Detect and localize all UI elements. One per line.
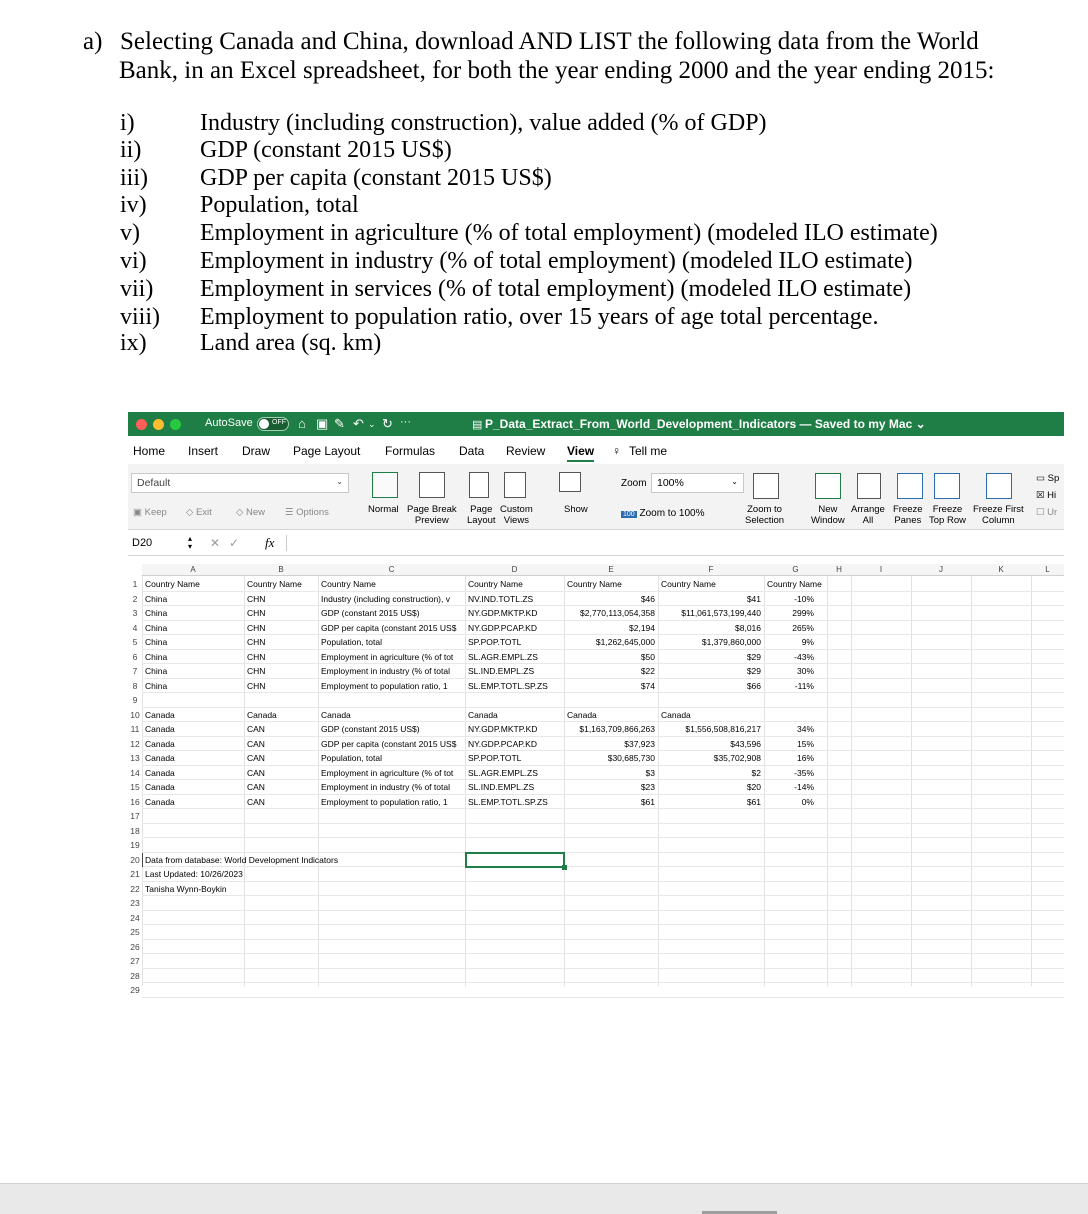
row-header[interactable]: 25 — [130, 927, 140, 937]
tab-formulas[interactable]: Formulas — [385, 444, 436, 458]
cell-g15[interactable]: -14% — [794, 782, 814, 792]
sheet-view-select[interactable] — [131, 473, 349, 493]
cell-f4[interactable]: $8,016 — [735, 622, 761, 633]
close-window-button[interactable] — [136, 419, 147, 430]
cell-b7[interactable]: CHN — [247, 666, 266, 676]
cell-e13[interactable]: $30,685,730 — [607, 753, 655, 763]
exit-label: Exit — [195, 507, 212, 518]
row-header[interactable]: 10 — [130, 709, 140, 720]
new-view-button[interactable] — [236, 507, 265, 518]
cell-f16[interactable]: $61 — [746, 796, 761, 807]
table-row — [142, 795, 1064, 810]
cell-a8[interactable]: China — [145, 680, 168, 691]
cell-f15[interactable]: $20 — [746, 782, 761, 792]
cell-e2[interactable]: $46 — [640, 593, 655, 604]
cell-d1[interactable]: Country Name — [468, 579, 523, 589]
row-header[interactable]: 27 — [130, 956, 140, 966]
freeze-first-column-label: Freeze First Column — [973, 504, 1024, 526]
cell-c2[interactable]: Industry (including construction), v — [321, 593, 450, 604]
cell-b12[interactable]: CAN — [247, 738, 265, 749]
row-header[interactable]: 22 — [130, 883, 140, 894]
item-text: Land area (sq. km) — [200, 330, 382, 356]
autosave-label: AutoSave — [205, 417, 253, 429]
table-row — [142, 925, 1064, 940]
page-break-label: Page Break Preview — [407, 504, 457, 526]
zoom-selection-icon[interactable] — [753, 473, 779, 499]
cell-d6[interactable]: SL.AGR.EMPL.ZS — [468, 651, 538, 662]
table-row — [142, 766, 1064, 781]
cell-e16[interactable]: $61 — [640, 796, 655, 807]
item-text: Industry (including construction), value added (% of GDP) — [200, 110, 767, 136]
cell-c13[interactable]: Population, total — [321, 753, 382, 763]
cell-e12[interactable]: $37,923 — [624, 738, 655, 749]
cell-d5[interactable]: SP.POP.TOTL — [468, 637, 522, 647]
cell-f1[interactable]: Country Name — [661, 579, 716, 589]
options-label: Options — [296, 507, 329, 518]
normal-view-icon[interactable] — [372, 472, 398, 498]
row-header[interactable]: 24 — [130, 912, 140, 923]
cell-g4[interactable]: 265% — [792, 622, 814, 633]
keep-button[interactable] — [133, 507, 167, 518]
cell-g5[interactable]: 9% — [801, 637, 814, 647]
autosave-state: OFF — [272, 419, 286, 426]
table-row — [142, 896, 1064, 911]
cell-e14[interactable]: $3 — [645, 767, 655, 778]
cell-c10[interactable]: Canada — [321, 709, 351, 720]
row-header[interactable]: 26 — [130, 941, 140, 952]
cell-b13[interactable]: CAN — [247, 753, 265, 763]
confirm-icon[interactable]: ✓ — [229, 536, 240, 550]
hide-label: Hi — [1047, 490, 1057, 501]
cell-a13[interactable]: Canada — [145, 753, 175, 763]
freeze-panes-label: Freeze Panes — [893, 504, 923, 526]
cell-f14[interactable]: $2 — [751, 767, 761, 778]
row-header[interactable]: 19 — [130, 840, 140, 850]
active-cell-d20[interactable] — [465, 852, 565, 868]
more-icon[interactable]: ··· — [400, 416, 411, 428]
cell-g8[interactable]: -11% — [794, 680, 814, 691]
arrange-all-icon[interactable] — [857, 473, 881, 499]
cell-a10[interactable]: Canada — [145, 709, 175, 720]
freeze-first-column-icon[interactable] — [986, 473, 1012, 499]
item-text: Employment in industry (% of total employment) (modeled ILO estimate) — [200, 248, 913, 274]
question-label: a) — [83, 28, 103, 55]
table-row — [142, 635, 1064, 650]
freeze-top-row-icon[interactable] — [934, 473, 960, 499]
zoom-select[interactable] — [651, 473, 744, 493]
freeze-top-row-label: Freeze Top Row — [929, 504, 966, 526]
item-text: Population, total — [200, 192, 359, 218]
table-row — [142, 693, 1064, 708]
tab-view[interactable]: View — [567, 444, 594, 462]
page-layout-icon[interactable] — [469, 472, 489, 498]
cancel-icon[interactable]: ✕ — [210, 536, 221, 550]
formula-bar — [128, 532, 1064, 556]
table-row — [142, 969, 1064, 984]
column-header-l[interactable]: L — [1031, 564, 1064, 576]
column-header-a[interactable]: A — [142, 564, 244, 576]
keep-label: Keep — [144, 507, 167, 518]
menu-bar — [128, 436, 1064, 464]
item-text: GDP per capita (constant 2015 US$) — [200, 165, 552, 191]
cell-e5[interactable]: $1,262,645,000 — [595, 637, 655, 647]
table-row — [142, 650, 1064, 665]
lightbulb-icon: ♀ — [612, 444, 621, 458]
column-header-i[interactable]: I — [851, 564, 911, 576]
function-icon[interactable]: fx — [265, 535, 275, 550]
unhide-icon: ☐ — [1036, 507, 1045, 518]
cell-c15[interactable]: Employment in industry (% of total — [321, 782, 450, 792]
cell-b15[interactable]: CAN — [247, 782, 265, 792]
cell-c1[interactable]: Country Name — [321, 579, 376, 589]
table-row — [142, 577, 1064, 592]
table-row — [142, 708, 1064, 723]
cell-a12[interactable]: Canada — [145, 738, 175, 749]
cell-c11[interactable]: GDP (constant 2015 US$) — [321, 724, 420, 734]
column-header-h[interactable]: H — [827, 564, 851, 576]
undo-dropdown-icon[interactable]: ⌄ — [368, 419, 376, 429]
cell-c3[interactable]: GDP (constant 2015 US$) — [321, 608, 420, 618]
table-row — [142, 722, 1064, 737]
item-text: Employment in agriculture (% of total employment) (modeled ILO estimate) — [200, 220, 938, 246]
row-header[interactable]: 6 — [132, 651, 138, 662]
view-ribbon — [128, 464, 1064, 530]
cell-g2[interactable]: -10% — [794, 593, 814, 604]
cell-a20[interactable]: Data from database: World Development Indicators — [145, 854, 339, 865]
column-header-j[interactable]: J — [911, 564, 971, 576]
document-icon: ▤ — [472, 419, 483, 431]
zoom-to-100-button[interactable] — [621, 508, 705, 520]
exit-icon: ◇ — [186, 507, 194, 518]
cell-c12[interactable]: GDP per capita (constant 2015 US$ — [321, 738, 457, 749]
column-header-c[interactable]: C — [318, 564, 465, 576]
tab-page-layout[interactable]: Page Layout — [293, 444, 361, 458]
table-row — [142, 983, 1064, 998]
cell-a7[interactable]: China — [145, 666, 168, 676]
cell-a14[interactable]: Canada — [145, 767, 175, 778]
item-text: GDP (constant 2015 US$) — [200, 137, 452, 163]
row-header[interactable]: 21 — [130, 869, 140, 879]
row-header[interactable]: 23 — [130, 898, 140, 908]
table-row — [142, 592, 1064, 607]
item-number: i) — [120, 110, 135, 136]
cell-g11[interactable]: 34% — [796, 724, 814, 734]
cell-e4[interactable]: $2,194 — [629, 622, 655, 633]
cell-e15[interactable]: $23 — [640, 782, 655, 792]
table-row — [142, 867, 1064, 882]
cell-a15[interactable]: Canada — [145, 782, 175, 792]
name-box-stepper-icon[interactable]: ▴ ▾ — [188, 534, 193, 551]
cell-g12[interactable]: 15% — [796, 738, 814, 749]
show-label: Show — [564, 504, 588, 515]
new-window-label: New Window — [811, 504, 845, 526]
cell-d4[interactable]: NY.GDP.PCAP.KD — [468, 622, 537, 633]
item-number: iv) — [120, 192, 147, 218]
row-header[interactable]: 18 — [130, 825, 140, 836]
cell-d11[interactable]: NY.GDP.MKTP.KD — [468, 724, 538, 734]
table-row — [142, 882, 1064, 897]
cell-a1[interactable]: Country Name — [145, 579, 200, 589]
cell-f5[interactable]: $1,379,860,000 — [701, 637, 761, 647]
chevron-down-icon: ⌄ — [336, 477, 343, 486]
page-break-icon[interactable] — [419, 472, 445, 498]
row-header[interactable]: 3 — [132, 608, 138, 618]
cell-b10[interactable]: Canada — [247, 709, 277, 720]
table-row — [142, 809, 1064, 824]
unhide-button[interactable] — [1036, 507, 1057, 518]
cell-b2[interactable]: CHN — [247, 593, 266, 604]
cell-d7[interactable]: SL.IND.EMPL.ZS — [468, 666, 535, 676]
row-header[interactable]: 15 — [130, 782, 140, 792]
cell-c8[interactable]: Employment to population ratio, 1 — [321, 680, 448, 691]
cell-g7[interactable]: 30% — [796, 666, 814, 676]
show-icon[interactable] — [559, 472, 581, 492]
cell-c14[interactable]: Employment in agriculture (% of tot — [321, 767, 454, 778]
maximize-window-button[interactable] — [170, 419, 181, 430]
row-header[interactable]: 13 — [130, 753, 140, 763]
new-window-icon[interactable] — [815, 473, 841, 499]
split-button[interactable] — [1036, 473, 1059, 484]
cell-d14[interactable]: SL.AGR.EMPL.ZS — [468, 767, 538, 778]
zoom-selection-label: Zoom to Selection — [745, 504, 785, 526]
normal-view-label: Normal — [368, 504, 399, 515]
table-row — [142, 838, 1064, 853]
cell-a5[interactable]: China — [145, 637, 168, 647]
table-row — [142, 606, 1064, 621]
cell-f12[interactable]: $43,596 — [730, 738, 761, 749]
zoom-to-100-label: Zoom to 100% — [639, 508, 705, 519]
cell-e8[interactable]: $74 — [640, 680, 655, 691]
note-border — [142, 853, 143, 868]
cell-f7[interactable]: $29 — [746, 666, 761, 676]
cell-d3[interactable]: NY.GDP.MKTP.KD — [468, 608, 538, 618]
cell-b3[interactable]: CHN — [247, 608, 266, 618]
arrange-all-label: Arrange All — [851, 504, 885, 526]
freeze-panes-icon[interactable] — [897, 473, 923, 499]
item-number: ii) — [120, 137, 142, 163]
row-header[interactable]: 4 — [132, 622, 138, 633]
table-row — [142, 824, 1064, 839]
page-scrollbar[interactable] — [0, 1183, 1088, 1214]
edit-icon[interactable]: ✎ — [334, 416, 345, 431]
zoom-value: 100% — [657, 477, 684, 489]
cell-g1[interactable]: Country Name — [767, 579, 822, 589]
unhide-label: Ur — [1047, 507, 1058, 518]
cell-e10[interactable]: Canada — [567, 709, 597, 720]
item-number: viii) — [120, 304, 160, 330]
redo-icon[interactable]: ↻ — [382, 416, 393, 431]
custom-views-label: Custom Views — [500, 504, 533, 526]
cell-b1[interactable]: Country Name — [247, 579, 302, 589]
table-row — [142, 737, 1064, 752]
minimize-window-button[interactable] — [153, 419, 164, 430]
cell-b16[interactable]: CAN — [247, 796, 265, 807]
cell-e7[interactable]: $22 — [640, 666, 655, 676]
row-header[interactable]: 20 — [130, 854, 140, 865]
cell-a21[interactable]: Last Updated: 10/26/2023 — [145, 869, 243, 879]
cell-f6[interactable]: $29 — [746, 651, 761, 662]
table-row — [142, 621, 1064, 636]
column-header-e[interactable]: E — [564, 564, 658, 576]
cell-a6[interactable]: China — [145, 651, 168, 662]
cell-b5[interactable]: CHN — [247, 637, 266, 647]
cell-c16[interactable]: Employment to population ratio, 1 — [321, 796, 448, 807]
row-header[interactable]: 5 — [132, 637, 138, 647]
title-bar — [128, 412, 1064, 436]
cell-c4[interactable]: GDP per capita (constant 2015 US$ — [321, 622, 457, 633]
cell-e11[interactable]: $1,163,709,866,263 — [579, 724, 655, 734]
chevron-down-icon: ⌄ — [731, 477, 738, 486]
cell-d13[interactable]: SP.POP.TOTL — [468, 753, 522, 763]
tab-review[interactable]: Review — [506, 444, 546, 458]
column-header-f[interactable]: F — [658, 564, 764, 576]
cell-d12[interactable]: NY.GDP.PCAP.KD — [468, 738, 537, 749]
cell-d15[interactable]: SL.IND.EMPL.ZS — [468, 782, 535, 792]
autosave-toggle[interactable] — [257, 417, 289, 431]
page-layout-label: Page Layout — [467, 504, 496, 526]
save-icon[interactable]: ▣ — [316, 416, 329, 431]
row-header[interactable]: 7 — [132, 666, 138, 676]
cell-g14[interactable]: -35% — [794, 767, 814, 778]
cell-e3[interactable]: $2,770,113,054,358 — [580, 608, 655, 618]
document-title[interactable]: P_Data_Extract_From_World_Development_Indicators — Saved to my Mac ⌄ — [485, 417, 926, 431]
cell-f10[interactable]: Canada — [661, 709, 691, 720]
row-header[interactable]: 1 — [132, 579, 138, 589]
sheet-view-value: Default — [137, 477, 171, 489]
cell-a4[interactable]: China — [145, 622, 168, 633]
cell-b11[interactable]: CAN — [247, 724, 265, 734]
tab-home[interactable]: Home — [133, 444, 166, 458]
exit-button[interactable] — [186, 507, 212, 518]
cell-a22[interactable]: Tanisha Wynn-Boykin — [145, 883, 227, 894]
cell-b14[interactable]: CAN — [247, 767, 265, 778]
tab-data[interactable]: Data — [459, 444, 485, 458]
column-header-k[interactable]: K — [971, 564, 1031, 576]
row-header[interactable]: 16 — [130, 796, 140, 807]
question-line-1: Selecting Canada and China, download AND LIST the following data from the World — [120, 28, 979, 55]
cell-a11[interactable]: Canada — [145, 724, 175, 734]
item-number: ix) — [120, 330, 147, 356]
item-number: vii) — [120, 276, 154, 302]
tab-draw[interactable]: Draw — [242, 444, 271, 458]
cell-d16[interactable]: SL.EMP.TOTL.SP.ZS — [468, 796, 548, 807]
cell-f8[interactable]: $66 — [746, 680, 761, 691]
cell-e1[interactable]: Country Name — [567, 579, 622, 589]
hide-button[interactable] — [1036, 490, 1056, 501]
table-row — [142, 751, 1064, 766]
column-header-b[interactable]: B — [244, 564, 318, 576]
row-header[interactable]: 17 — [130, 811, 140, 821]
cell-c7[interactable]: Employment in industry (% of total — [321, 666, 450, 676]
cell-c6[interactable]: Employment in agriculture (% of tot — [321, 651, 454, 662]
cell-f3[interactable]: $11,061,573,199,440 — [681, 608, 761, 618]
excel-window — [128, 412, 1064, 995]
cell-d8[interactable]: SL.EMP.TOTL.SP.ZS — [468, 680, 548, 691]
cell-g6[interactable]: -43% — [794, 651, 814, 662]
split-icon: ▭ — [1036, 473, 1045, 484]
cell-f11[interactable]: $1,556,508,816,217 — [685, 724, 761, 734]
cell-g16[interactable]: 0% — [801, 796, 814, 807]
new-label: New — [245, 507, 265, 518]
row-header[interactable]: 14 — [130, 767, 140, 778]
cell-e6[interactable]: $50 — [640, 651, 655, 662]
custom-views-icon[interactable] — [504, 472, 526, 498]
row-header[interactable]: 8 — [132, 680, 138, 691]
item-number: v) — [120, 220, 140, 246]
keep-icon: ▣ — [133, 507, 142, 518]
table-row — [142, 853, 1064, 868]
undo-icon[interactable]: ↶ — [353, 416, 364, 431]
table-row — [142, 664, 1064, 679]
row-header[interactable]: 12 — [130, 738, 140, 749]
toggle-knob — [259, 419, 269, 429]
cell-d2[interactable]: NV.IND.TOTL.ZS — [468, 593, 534, 604]
row-header[interactable]: 2 — [132, 593, 138, 604]
item-number: vi) — [120, 248, 147, 274]
tab-insert[interactable]: Insert — [188, 444, 219, 458]
cell-d10[interactable]: Canada — [468, 709, 498, 720]
row-header[interactable]: 28 — [130, 970, 140, 981]
cell-b6[interactable]: CHN — [247, 651, 266, 662]
options-button[interactable] — [285, 507, 329, 518]
row-header[interactable]: 11 — [130, 724, 140, 734]
cell-c5[interactable]: Population, total — [321, 637, 382, 647]
column-header-d[interactable]: D — [465, 564, 564, 576]
row-header[interactable]: 29 — [130, 985, 140, 995]
cell-g13[interactable]: 16% — [796, 753, 814, 763]
cell-f13[interactable]: $35,702,908 — [713, 753, 761, 763]
home-icon[interactable]: ⌂ — [298, 416, 306, 431]
options-icon: ☰ — [285, 507, 294, 518]
tell-me[interactable]: Tell me — [629, 444, 668, 458]
cell-a16[interactable]: Canada — [145, 796, 175, 807]
table-row — [142, 940, 1064, 955]
zoom-100-badge: 100 — [623, 511, 635, 518]
cell-a2[interactable]: China — [145, 593, 168, 604]
hide-icon: ☒ — [1036, 490, 1045, 501]
split-label: Sp — [1047, 473, 1060, 484]
table-row — [142, 911, 1064, 926]
column-header-g[interactable]: G — [764, 564, 827, 576]
zoom-label: Zoom — [621, 478, 647, 489]
cell-b4[interactable]: CHN — [247, 622, 266, 633]
cell-f2[interactable]: $41 — [746, 593, 761, 604]
question-line-2: Bank, in an Excel spreadsheet, for both the year ending 2000 and the year ending 2015: — [119, 57, 995, 84]
table-row — [142, 780, 1064, 795]
table-row — [142, 679, 1064, 694]
item-number: iii) — [120, 165, 148, 191]
cell-b8[interactable]: CHN — [247, 680, 266, 691]
name-box[interactable]: D20 — [132, 537, 153, 549]
formula-divider — [286, 535, 287, 551]
row-header[interactable]: 9 — [132, 695, 138, 705]
cell-a3[interactable]: China — [145, 608, 168, 618]
item-text: Employment to population ratio, over 15 years of age total percentage. — [200, 304, 879, 330]
cell-g3[interactable]: 299% — [792, 608, 814, 618]
item-text: Employment in services (% of total employment) (modeled ILO estimate) — [200, 276, 912, 302]
table-row — [142, 954, 1064, 969]
new-icon: ◇ — [236, 507, 244, 518]
